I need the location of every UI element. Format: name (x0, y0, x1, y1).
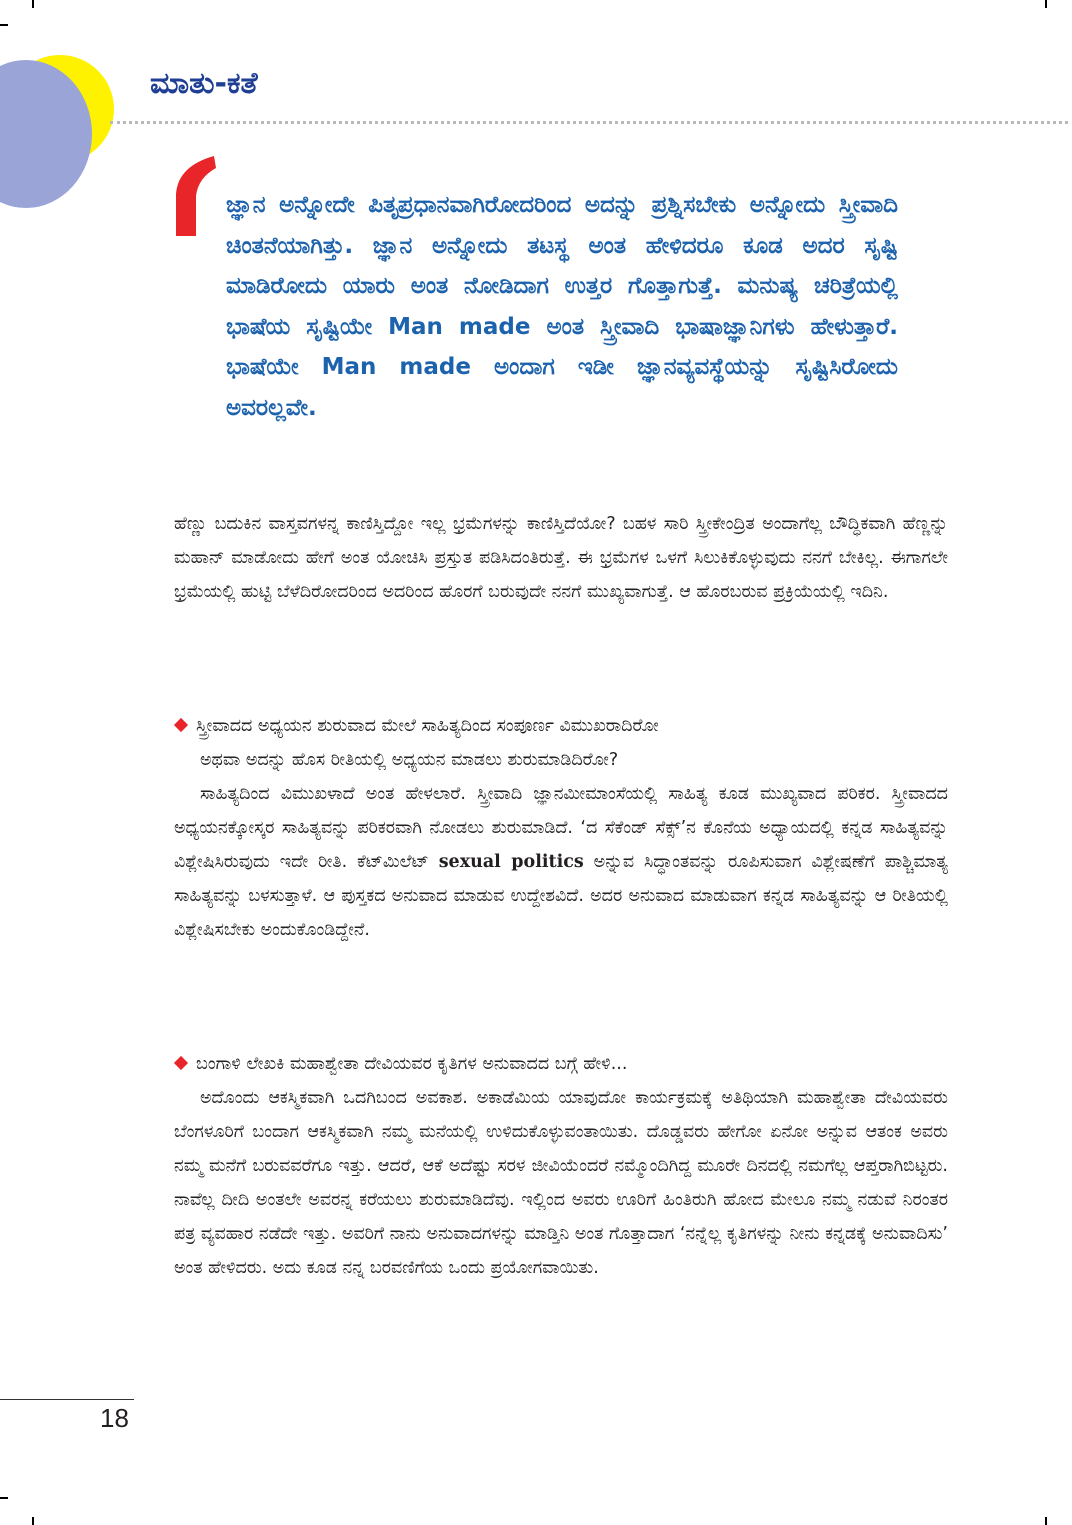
intro-paragraph: ಹೆಣ್ಣು ಬದುಕಿನ ವಾಸ್ತವಗಳನ್ನ ಕಾಣಿಸ್ತಿದ್ದೋ ಇಲ್ಲ ಭ್ರಮೆಗಳನ್ನು ಕಾಣಿಸ್ತಿದೆಯೋ? ಬಹಳ ಸಾರಿ ಸ್ತ್ರೀಕೇಂದ್ರಿತ ಅಂದಾಗೆಲ್ಲ ಬೌದ್ಧಿಕವಾಗಿ ಹೆಣ್ಣನ್ನು ಮಹಾನ್ ಮಾಡೋದು ಹೇಗೆ ಅಂತ ಯೋಚಿಸಿ ಪ್ರಸ್ತುತ ಪಡಿಸಿದಂತಿರುತ್ತೆ. ಈ ಭ್ರಮೆಗಳ ಒಳಗೆ ಸಿಲುಕಿಕೊಳ್ಳುವುದು ನನಗೆ ಬೇಕಿಲ್ಲ. ಈಗಾಗಲೇ ಭ್ರಮೆಯಲ್ಲಿ ಹುಟ್ಟಿ ಬೆಳೆದಿರೋದರಿಂದ ಅದರಿಂದ ಹೊರಗೆ ಬರುವುದೇ ನನಗೆ ಮುಖ್ಯವಾಗುತ್ತೆ. ಆ ಹೊರಬರುವ ಪ್ರಕ್ರಿಯೆಯಲ್ಲಿ ಇದಿನಿ. (174, 514, 948, 602)
question-1-line-1 (174, 709, 948, 743)
question-2-text: ಬಂಗಾಳಿ ಲೇಖಕಿ ಮಹಾಶ್ವೇತಾ ದೇವಿಯವರ ಕೃತಿಗಳ ಅನುವಾದದ ಬಗ್ಗೆ ಹೇಳಿ... (196, 1054, 628, 1074)
answer-2: ಅದೊಂದು ಆಕಸ್ಮಿಕವಾಗಿ ಒದಗಿಬಂದ ಅವಕಾಶ. ಅಕಾಡೆಮಿಯ ಯಾವುದೋ ಕಾರ್ಯಕ್ರಮಕ್ಕೆ ಅತಿಥಿಯಾಗಿ ಮಹಾಶ್ವೇತಾ ದೇವಿಯವರು ಬೆಂಗಳೂರಿಗೆ ಬಂದಾಗ ಆಕಸ್ಮಿಕವಾಗಿ ನಮ್ಮ ಮನೆಯಲ್ಲಿ ಉಳಿದುಕೊಳ್ಳುವಂತಾಯಿತು. ದೊಡ್ಡವರು ಹೇಗೋ ಏನೋ ಅನ್ನುವ ಆತಂಕ ಅವರು ನಮ್ಮ ಮನೆಗೆ ಬರುವವರೆಗೂ ಇತ್ತು. ಆದರೆ, ಆಕೆ ಅದೆಷ್ಟು ಸರಳ ಜೀವಿಯೆಂದರೆ ನಮ್ಮೊಂದಿಗಿದ್ದ ಮೂರೇ ದಿನದಲ್ಲಿ ನಮಗೆಲ್ಲ ಆಪ್ತರಾಗಿಬಿಟ್ಟರು. ನಾವೆಲ್ಲ ದೀದಿ ಅಂತಲೇ ಅವರನ್ನ ಕರೆಯಲು ಶುರುಮಾಡಿದೆವು. ಇಲ್ಲಿಂದ ಅವರು ಊರಿಗೆ ಹಿಂತಿರುಗಿ ಹೋದ ಮೇಲೂ ನಮ್ಮ ನಡುವೆ ನಿರಂತರ ಪತ್ರ ವ್ಯವಹಾರ ನಡೆದೇ ಇತ್ತು. ಅವರಿಗೆ ನಾನು ಅನುವಾದಗಳನ್ನು ಮಾಡ್ತಿನಿ ಅಂತ ಗೊತ್ತಾದಾಗ ‘ನನ್ನೆಲ್ಲ ಕೃತಿಗಳನ್ನು ನೀನು ಕನ್ನಡಕ್ಕೆ ಅನುವಾದಿಸು’ ಅಂತ ಹೇಳಿದರು. ಅದು ಕೂಡ ನನ್ನ ಬರವಣಿಗೆಯ ಒಂದು ಪ್ರಯೋಗವಾಯಿತು. (174, 1088, 948, 1278)
quote-mark-shape (176, 156, 216, 236)
crop-mark-left-lower (0, 1497, 8, 1499)
diamond-bullet-icon (174, 718, 188, 732)
diamond-bullet-icon (174, 1056, 188, 1070)
crop-mark-bottom-left (32, 1517, 34, 1525)
question-1 (174, 709, 948, 777)
pull-quote: ಜ್ಞಾನ ಅನ್ನೋದೇ ಪಿತೃಪ್ರಧಾನವಾಗಿರೋದರಿಂದ ಅದನ್ನು ಪ್ರಶ್ನಿಸಬೇಕು ಅನ್ನೋದು ಸ್ತ್ರೀವಾದಿ ಚಿಂತನೆಯಾಗಿತ್ತು. ಜ್ಞಾನ ಅನ್ನೋದು ತಟಸ್ಥ ಅಂತ ಹೇಳಿದರೂ ಕೂಡ ಅದರ ಸೃಷ್ಟಿ ಮಾಡಿರೋದು ಯಾರು ಅಂತ ನೋಡಿದಾಗ ಉತ್ತರ ಗೊತ್ತಾಗುತ್ತೆ. ಮನುಷ್ಯ ಚರಿತ್ರೆಯಲ್ಲಿ ಭಾಷೆಯ ಸೃಷ್ಟಿಯೇ Man made ಅಂತ ಸ್ತ್ರೀವಾದಿ ಭಾಷಾಜ್ಞಾನಿಗಳು ಹೇಳುತ್ತಾರೆ. ಭಾಷೆಯೇ Man made ಅಂದಾಗ ಇಡೀ ಜ್ಞಾನವ್ಯವಸ್ಥೆಯನ್ನು ಸೃಷ್ಟಿಸಿರೋದು ಅವರಲ್ಲವೇ. (226, 192, 898, 421)
page-number: 18 (100, 1403, 129, 1433)
answer-1 (174, 777, 948, 947)
crop-mark-left-upper (0, 24, 8, 26)
question-2 (174, 1047, 948, 1081)
crop-mark-top-right (1045, 0, 1047, 8)
section-title: ಮಾತು-ಕತೆ (150, 66, 258, 101)
crop-mark-bottom-right (1045, 1517, 1047, 1525)
folio-rule (0, 1399, 134, 1400)
question-2-line-1 (174, 1047, 948, 1081)
answer-1-emphasis: sexual politics (438, 852, 584, 872)
answer-1-text-b: ಅನ್ನುವ ಸಿದ್ಧಾಂತವನ್ನು ರೂಪಿಸುವಾಗ ವಿಶ್ಲೇಷಣೆಗೆ ಪಾಶ್ಚಿಮಾತ್ಯ ಸಾಹಿತ್ಯವನ್ನು ಬಳಸುತ್ತಾಳೆ. ಆ ಪುಸ್ತಕದ ಅನುವಾದ ಮಾಡುವ ಉದ್ದೇಶವಿದೆ. ಅದರ ಅನುವಾದ ಮಾಡುವಾಗ ಕನ್ನಡ ಸಾಹಿತ್ಯವನ್ನು ಆ ರೀತಿಯಲ್ಲಿ ವಿಶ್ಲೇಷಿಸಬೇಕು ಅಂದುಕೊಂಡಿದ್ದೇನೆ. (174, 852, 949, 940)
answer-1-text-a: ಸಾಹಿತ್ಯದಿಂದ ವಿಮುಖಳಾದೆ ಅಂತ ಹೇಳಲಾರೆ. ಸ್ತ್ರೀವಾದಿ ಜ್ಞಾನಮೀಮಾಂಸೆಯಲ್ಲಿ ಸಾಹಿತ್ಯ ಕೂಡ ಮುಖ್ಯವಾದ ಪರಿಕರ. ಸ್ತ್ರೀವಾದದ ಅಧ್ಯಯನಕ್ಕೋಸ್ಕರ ಸಾಹಿತ್ಯವನ್ನು ಪರಿಕರವಾಗಿ ನೋಡಲು ಶುರುಮಾಡಿದೆ. ‘ದ ಸೆಕೆಂಡ್ ಸೆಕ್ಸ್’ನ ಕೊನೆಯ ಅಧ್ಯಾಯದಲ್ಲಿ ಕನ್ನಡ ಸಾಹಿತ್ಯವನ್ನು ವಿಶ್ಲೇಷಿಸಿರುವುದು ಇದೇ ರೀತಿ. ಕೆಟ್‌ಮಿಲೆಟ್ (174, 784, 948, 872)
question-1-text-1: ಸ್ತ್ರೀವಾದದ ಅಧ್ಯಯನ ಶುರುವಾದ ಮೇಲೆ ಸಾಹಿತ್ಯದಿಂದ ಸಂಪೂರ್ಣ ವಿಮುಖರಾದಿರೋ (196, 716, 659, 736)
dotted-divider (110, 121, 1068, 124)
question-1-line-2: ಅಥವಾ ಅದನ್ನು ಹೊಸ ರೀತಿಯಲ್ಲಿ ಅಧ್ಯಯನ ಮಾಡಲು ಶುರುಮಾಡಿದಿರೋ? (200, 750, 619, 770)
crop-mark-top-left (32, 0, 34, 8)
quote-mark-icon (176, 156, 216, 236)
